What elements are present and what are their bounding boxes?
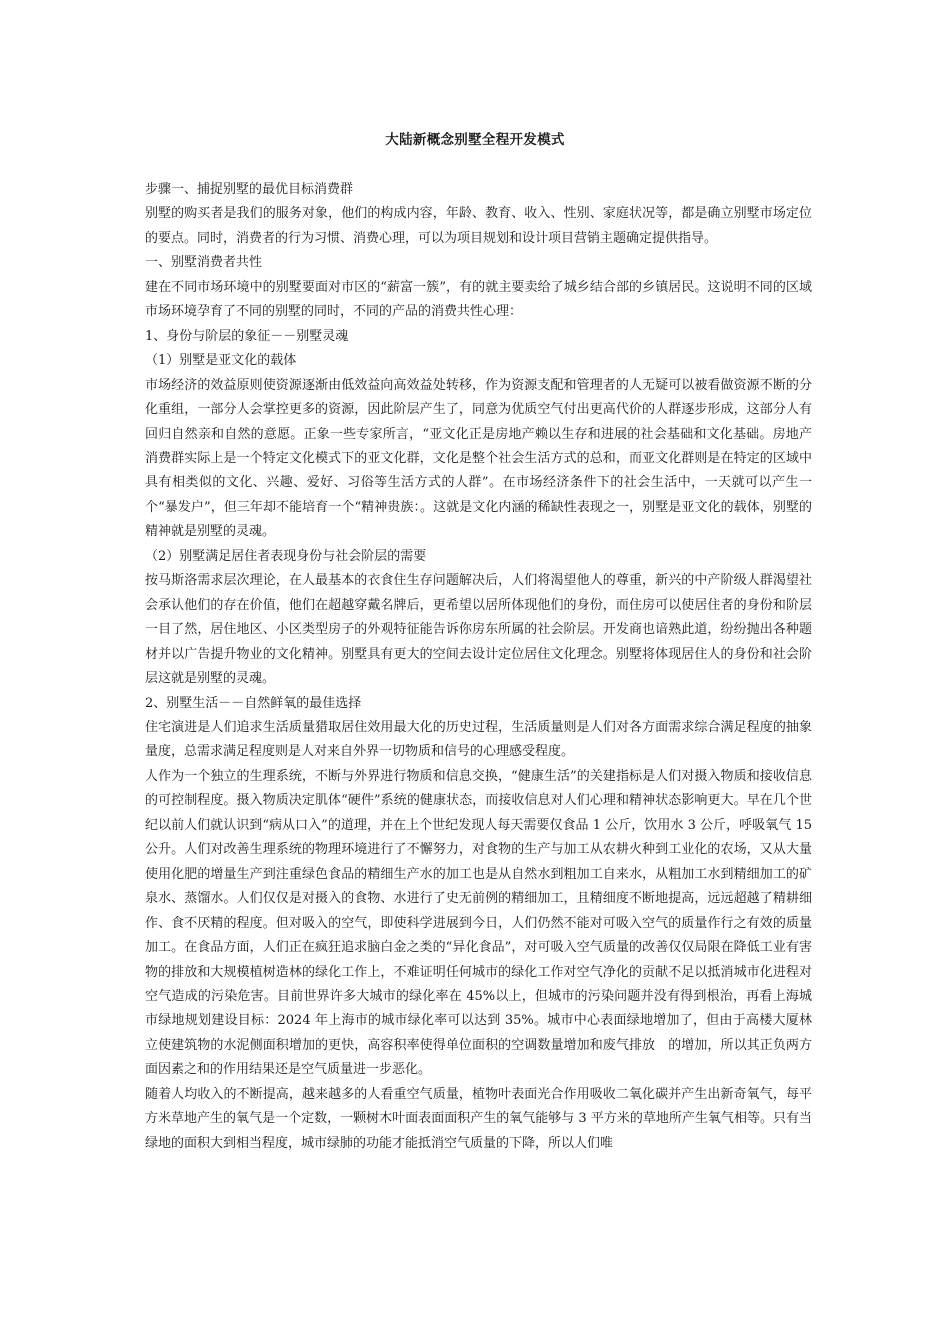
paragraph: 市场经济的效益原则使资源逐渐由低效益向高效益处转移，作为资源支配和管理者的人无疑可以被看做资源不断的分化重组，一部分人会掌控更多的资源，因此阶层产生了，同意为优质空气付出更高代价的人群逐步形成，这部分人有回归自然亲和自然的意愿。正象一些专家所言，“亚文化正是房地产赖以生存和进展的社会基础和文化基础。房地产消费群实际上是一个特定文化模式下的亚文化群，文化是整个社会生活方式的总和，而亚文化群则是在特定的区域中具有相类似的文化、兴趣、爱好、习俗等生活方式的人群”。在市场经济条件下的社会生活中，一天就可以产生一个“暴发户”，但三年却不能培育一个“精神贵族：。这就是文化内涵的稀缺性表现之一，别墅是亚文化的载体，别墅的精神就是别墅的灵魂。 — [145, 377, 812, 540]
subsection-heading: 1、身份与阶层的象征－－别墅灵魂 — [145, 328, 349, 344]
paragraph: 建在不同市场环境中的别墅要面对市区的“薪富一簇”，有的就主要卖给了城乡结合部的乡镇居民。这说明不同的区域市场环境孕育了不同的别墅的同时，不同的产品的消费共性心理： — [145, 279, 812, 320]
paragraph: 别墅的购买者是我们的服务对象，他们的构成内容，年龄、教育、收入、性别、家庭状况等，都是确立别墅市场定位的要点。同时，消费者的行为习惯、消费心理，可以为项目规划和设计项目营销主题确定提供指导。 — [145, 206, 812, 246]
document-title: 大陆新概念别墅全程开发模式 — [385, 132, 565, 148]
section-heading: 一、别墅消费者共性 — [145, 255, 263, 271]
paragraph: 随着人均收入的不断提高，越来越多的人看重空气质量，植物叶表面光合作用吸收二氧化碳并产生出新奇氧气，每平方米草地产生的氧气是一个定数，一颗树木叶面表面面积产生的氧气能够与 3 平方米的草地所产生氧气相等。只有当绿地的面积大到相当程度，城市绿肺的功能才能抵消空气质量的下降，所以人们唯 — [145, 1086, 812, 1151]
paragraph: 按马斯洛需求层次理论，在人最基本的衣食住生存问题解决后，人们将渴望他人的尊重，新兴的中产阶级人群渴望社会承认他们的存在价值，他们在超越穿戴名牌后，更希望以居所体现他们的身份，而住房可以使居住者的身份和阶层一目了然，居住地区、小区类型房子的外观特征能告诉你房东所属的社会阶层。开发商也谙熟此道，纷纷抛出各种题材并以广告提升物业的文化精神。别墅具有更大的空间去设计定位居住文化理念。别墅将体现居住人的身份和社会阶层这就是别墅的灵魂。 — [145, 573, 812, 687]
document-body — [145, 178, 812, 1156]
paragraph: 人作为一个独立的生理系统，不断与外界进行物质和信息交换，“健康生活”的关建指标是人们对摄入物质和接收信息的可控制程度。摄入物质决定肌体“硬件”系统的健康状态，而接收信息对人们心理和精神状态影响更大。早在几个世纪以前人们就认识到“病从口入”的道理，并在上个世纪发现人每天需要仅食品 1 公斤，饮用水 3 公斤，呼吸氧气 15 公升。人们对改善生理系统的物理环境进行了不懈努力，对食物的生产与加工从农耕火种到工业化的农场，又从大量使用化肥的增量生产到注重绿色食品的精细生产水的加工也是从自然水到粗加工自来水，从粗加工水到精细加工的矿泉水、蒸馏水。人们仅仅是对摄入的食物、水进行了史无前例的精细加工，且精细度不断地提高，远远超越了精耕细作、食不厌精的程度。但对吸入的空气，即使科学进展到今日，人们仍然不能对可吸入空气的质量作行之有效的质量加工。在食品方面，人们正在疯狂追求脑白金之类的“异化食品”，对可吸入空气质量的改善仅仅局限在降低工业有害物的排放和大规模植树造林的绿化工作上，不难证明任何城市的绿化工作对空气净化的贡献不足以抵消城市化进程对空气造成的污染危害。目前世界许多大城市的绿化率在 45%以上，但城市的污染问题并没有得到根治，再看上海城市绿地规划建设目标：2024 年上海市的城市绿化率可以达到 35%。城市中心表面绿地增加了，但由于高楼大厦林立使建筑物的水泥侧面积增加的更快，高容积率使得单位面积的空调数量增加和废气排放 的增加，所以其正负两方面因素之和的作用结果还是空气质量进一步恶化。 — [145, 768, 812, 1078]
subsection-heading: 2、别墅生活－－自然鲜氧的最佳选择 — [145, 695, 362, 711]
section-heading: 步骤一、捕捉别墅的最优目标消费群 — [145, 182, 354, 197]
subsection-heading: （2）别墅满足居住者表现身份与社会阶层的需要 — [145, 548, 427, 564]
subsection-heading: （1）别墅是亚文化的载体 — [145, 353, 297, 369]
paragraph: 住宅演进是人们追求生活质量猎取居住效用最大化的历史过程，生活质量则是人们对各方面需求综合满足程度的抽象量度，总需求满足程度则是人对来自外界一切物质和信号的心理感受程度。 — [145, 719, 812, 760]
